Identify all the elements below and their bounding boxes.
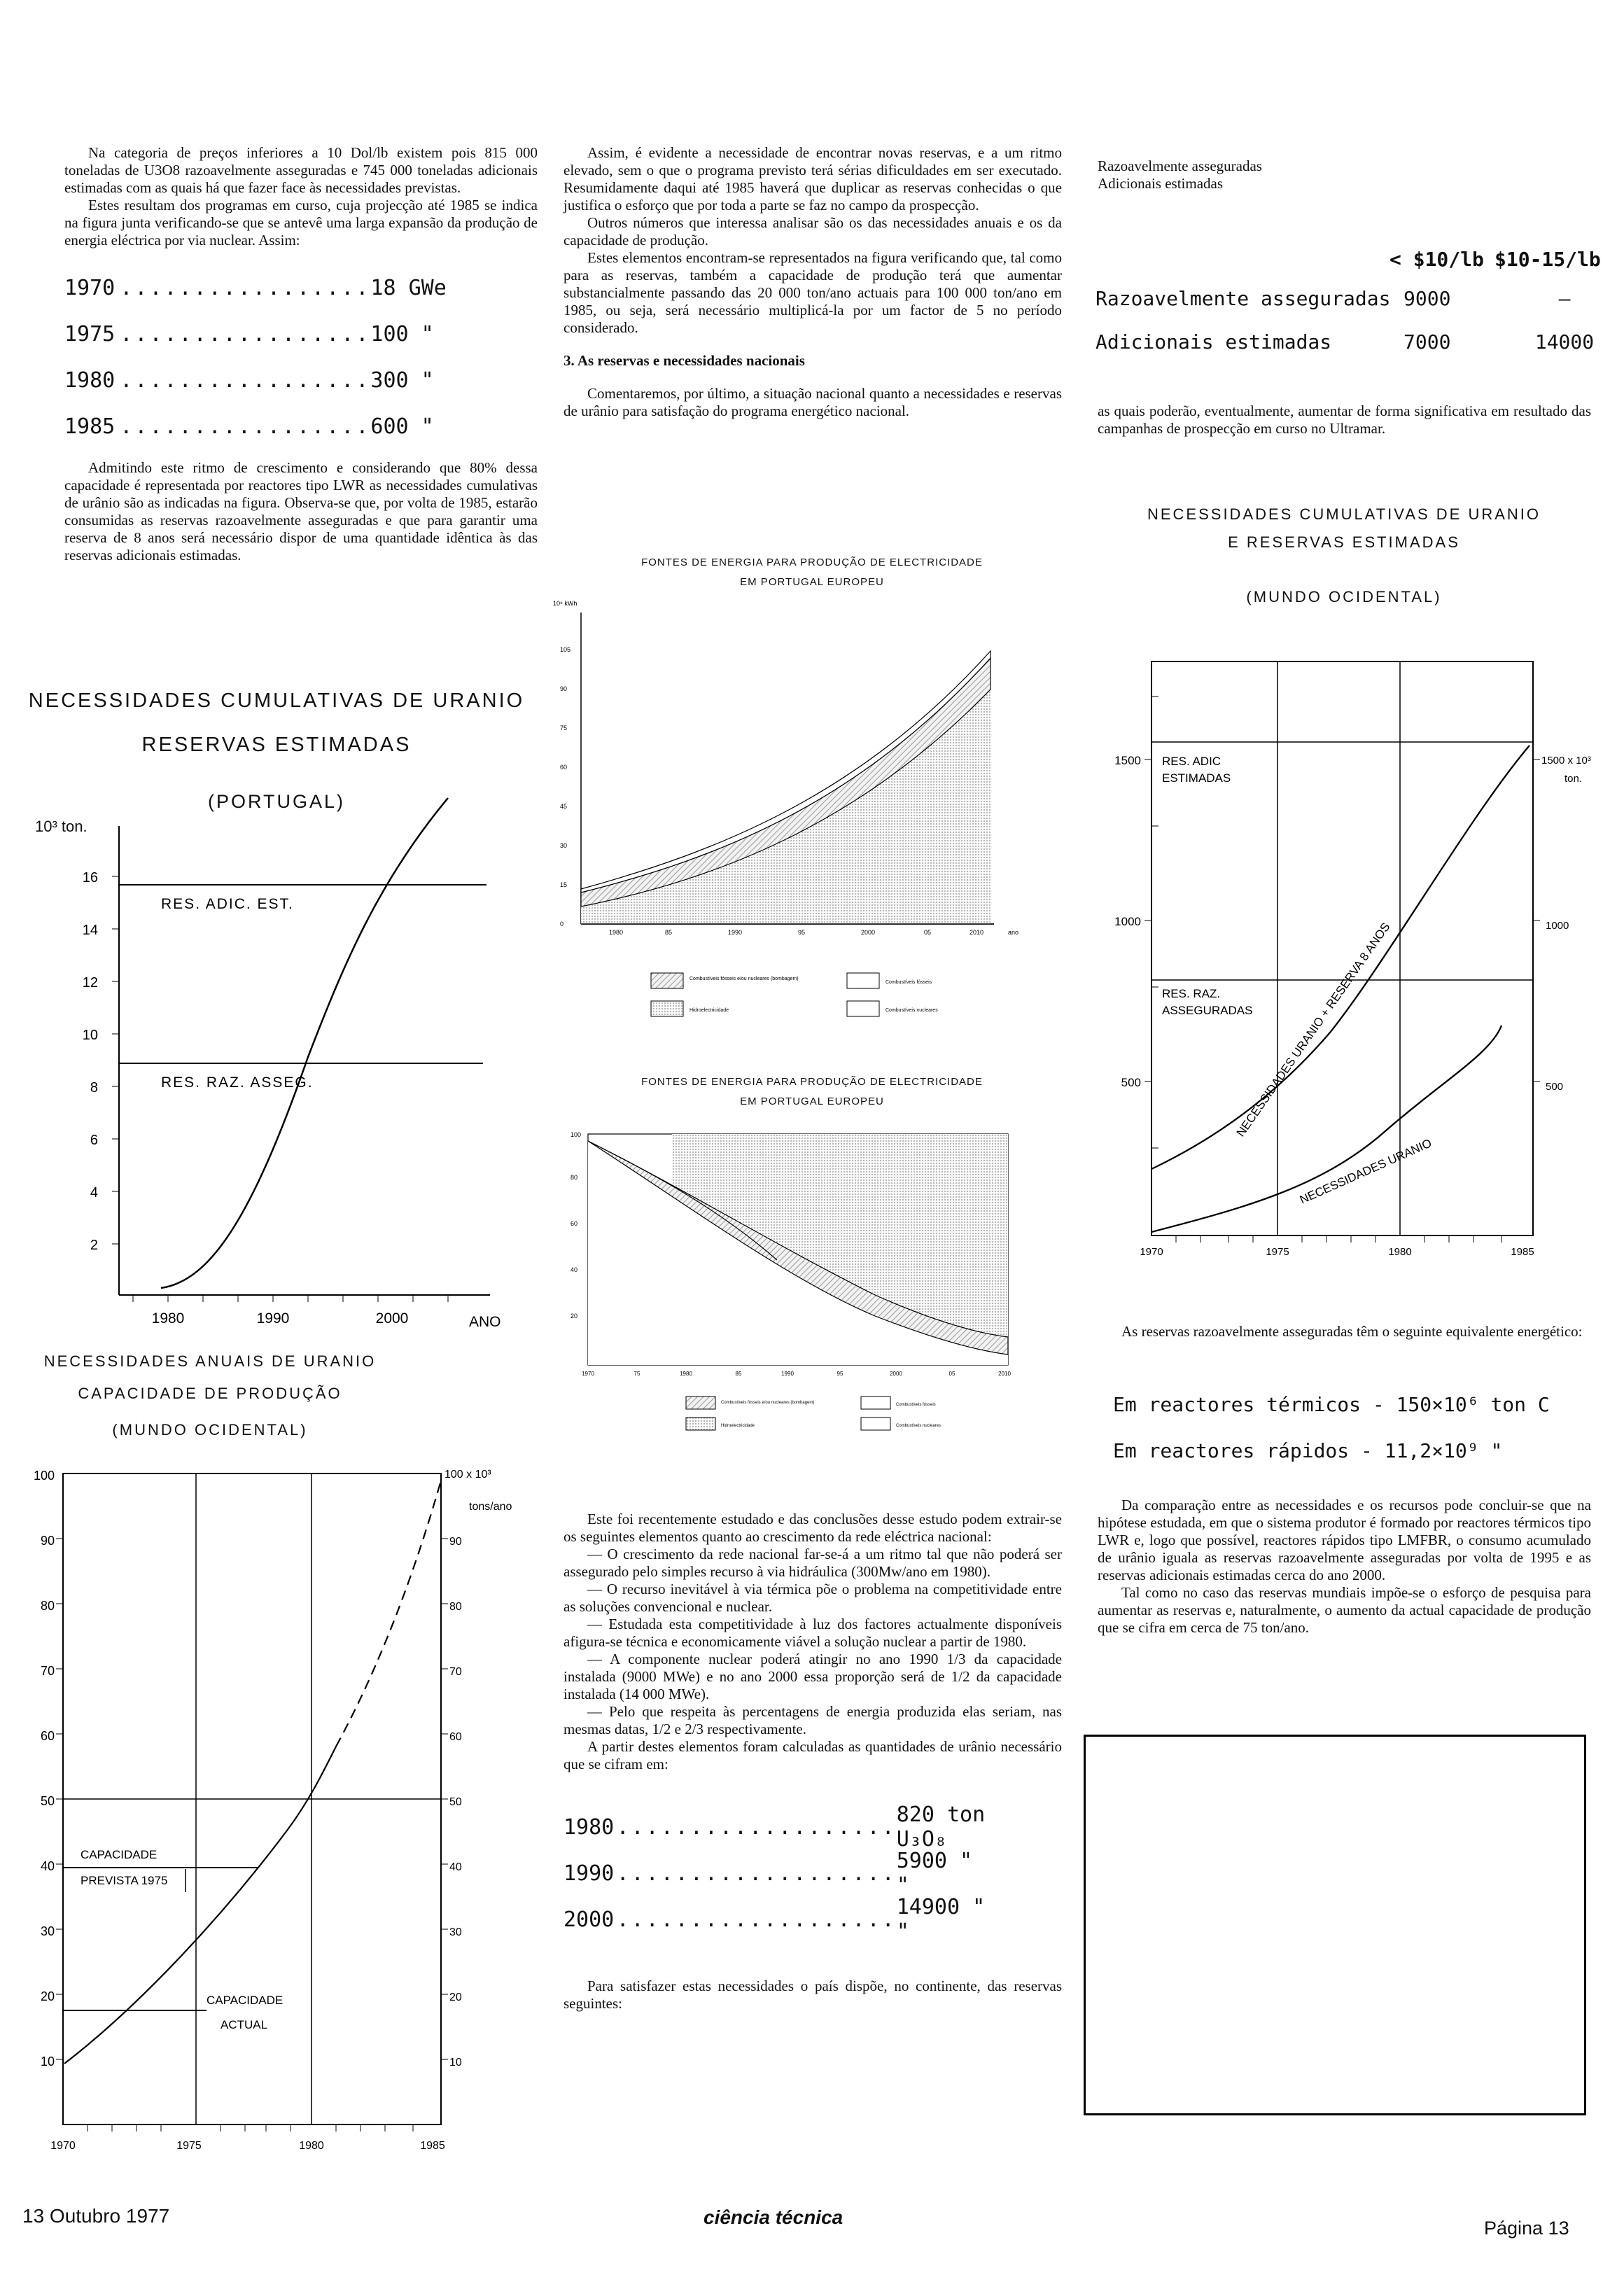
res-raz-label1: RES. RAZ. bbox=[1162, 987, 1221, 1000]
x-tick: 1970 bbox=[582, 1371, 594, 1377]
y-tick-right: 500 bbox=[1546, 1081, 1564, 1093]
chart-fontes1 bbox=[546, 598, 1050, 1032]
necessidades-anuais-projection bbox=[336, 1480, 441, 1746]
x-tick: 1975 bbox=[1266, 1246, 1289, 1258]
x-tick: 85 bbox=[664, 929, 673, 936]
reserves-header: < $10/lb $10-15/lb bbox=[1390, 247, 1601, 271]
y-tick-right: 50 bbox=[449, 1796, 462, 1808]
curve2-label: NECESSIDADES URANIO bbox=[1297, 1136, 1434, 1207]
col1-para1: Na categoria de preços inferiores a 10 Dol/lb existem pois 815 000 toneladas de U3O8 razoavelmente asseguradas e 745 000 toneladas adicionais estimadas com as quais há que fazer face às necessidades previstas. bbox=[64, 144, 538, 196]
chart-fontes2-title2: EM PORTUGAL EUROPEU bbox=[740, 1096, 884, 1107]
y-tick: 100 bbox=[570, 1131, 582, 1138]
chart-world-title2: E RESERVAS ESTIMADAS bbox=[1228, 533, 1460, 551]
curve1-label: NECESSIDADES URANIO + RESERVA 8 ANOS bbox=[1233, 920, 1393, 1140]
col2-para6: A partir destes elementos foram calculadas as quantidades de urânio necessário que se cifram em: bbox=[564, 1738, 1062, 1772]
col2-para2: Outros números que interessa analisar são os das necessidades anuais e os da capacidade de produção. bbox=[564, 214, 1062, 248]
y-tick-right: 70 bbox=[449, 1666, 462, 1678]
x-tick: 2010 bbox=[969, 929, 984, 936]
gwe-row: 1980 ................. 300 " bbox=[64, 368, 434, 393]
chart-world-title1: NECESSIDADES CUMULATIVAS DE URANIO bbox=[1147, 505, 1541, 523]
chart-annual-title2: CAPACIDADE DE PRODUÇÃO bbox=[78, 1385, 342, 1402]
y-tick: 20 bbox=[570, 1312, 578, 1320]
cap-act-label1: CAPACIDADE bbox=[206, 1994, 284, 2007]
necessidades-curve bbox=[161, 798, 448, 1288]
legend-item: Combustíveis fósseis e/ou nucleares (bombagem) bbox=[690, 976, 799, 981]
legend-item: Combustíveis fósseis bbox=[886, 980, 932, 985]
x-tick: 95 bbox=[836, 1371, 844, 1377]
unit-top: 100 x 10³ bbox=[444, 1469, 491, 1480]
x-tick: 05 bbox=[923, 929, 932, 936]
col2-bullet3: — Estudada esta competitividade à luz dos factores actualmente disponíveis afigura-se técnica e economicamente viável a solução nuclear a partir de 1980. bbox=[564, 1616, 1062, 1650]
gwe-table bbox=[64, 265, 456, 449]
y-tick: 30 bbox=[560, 842, 568, 849]
col3-top bbox=[1098, 158, 1602, 192]
x-ticks bbox=[133, 1295, 501, 1330]
y-tick: 60 bbox=[570, 1220, 578, 1227]
cap-prev-label1: CAPACIDADE bbox=[80, 1848, 158, 1861]
uranium-row: 1980 ................... 820 ton U₃O₈ bbox=[564, 1802, 986, 1851]
x-tick: 1980 bbox=[151, 1310, 185, 1326]
chart-fontes2 bbox=[546, 1120, 1050, 1456]
y-tick: 50 bbox=[40, 1794, 55, 1808]
x-tick: 1975 bbox=[176, 2140, 202, 2152]
y-tick: 60 bbox=[560, 764, 568, 771]
y-tick: 40 bbox=[570, 1266, 578, 1273]
y-tick: 20 bbox=[40, 1989, 55, 2003]
x-tick: 1990 bbox=[256, 1310, 290, 1326]
y-tick: 90 bbox=[560, 685, 568, 692]
y-tick: 80 bbox=[40, 1599, 55, 1613]
y-tick: 16 bbox=[82, 870, 98, 886]
col2-para3: Estes elementos encontram-se representados na figura verificando que, tal como para as reservas, também a capacidade de produção terá que aumentar substancialmente passando das 20 000 ton/ano actuais para 100 000 ton/ano em 1985, ou seja, será necessário multiplicá-la por um factor de 5 no período considerado. bbox=[564, 249, 1062, 336]
x-tick: 2000 bbox=[860, 929, 876, 936]
y-tick: 45 bbox=[560, 803, 568, 810]
res-raz-label2: ASSEGURADAS bbox=[1162, 1004, 1253, 1017]
x-tick: 2010 bbox=[998, 1371, 1011, 1377]
x-tick: 1970 bbox=[1140, 1246, 1163, 1258]
x-tick: 1990 bbox=[727, 929, 743, 936]
res-adic-label1: RES. ADIC bbox=[1162, 755, 1222, 768]
x-tick: 1980 bbox=[299, 2140, 324, 2152]
y-tick: 10 bbox=[40, 2054, 55, 2068]
y-tick: 0 bbox=[560, 920, 564, 927]
reserves-row: Razoavelmente asseguradas 9000 — bbox=[1096, 286, 1571, 310]
right-top: 1500 x 10³ bbox=[1541, 755, 1591, 766]
col3-para3: Da comparação entre as necessidades e os recursos pode concluir-se que na hipótese estudada, em que o sistema produtor é formado por reactores térmicos tipo LWR e, logo que possível, reactores rápidos tipo LMFBR, o consumo acumulado de urânio iguala as reservas razoavelmente asseguradas por volta de 1995 e as reservas adicionais estimadas cerca do ano 2000. bbox=[1098, 1497, 1591, 1583]
col3-label1: Razoavelmente asseguradas bbox=[1098, 158, 1262, 174]
energy-line: Em reactores térmicos - 150×10⁶ ton C bbox=[1113, 1393, 1550, 1416]
col2-bullet5: — Pelo que respeita às percentagens de energia produzida elas seriam, nas mesmas datas, 1/2 e 2/3 respectivamente. bbox=[564, 1703, 1062, 1737]
chart-fontes1-title2: EM PORTUGAL EUROPEU bbox=[740, 576, 884, 588]
res-adic-label: RES. ADIC. EST. bbox=[161, 896, 294, 912]
chart-world-title3: (MUNDO OCIDENTAL) bbox=[1246, 588, 1442, 606]
y-tick: 15 bbox=[560, 881, 568, 888]
col2-para1: Assim, é evidente a necessidade de encontrar novas reservas, e a um ritmo elevado, sem o que o programa previsto terá sérias dificuldades em ser executado. Resumidamente daqui até 1985 haverá que duplicar as reservas conhecidas o que justifica o esforço que por toda a parte se faz no campo da prospecção. bbox=[564, 144, 1062, 214]
chart-portugal bbox=[42, 826, 532, 1330]
y-tick: 30 bbox=[40, 1924, 55, 1938]
chart-fontes1-title1: FONTES DE ENERGIA PARA PRODUÇÃO DE ELECTRICIDADE bbox=[641, 556, 983, 568]
y-tick: 2 bbox=[90, 1238, 98, 1253]
y-tick-right: 40 bbox=[449, 1861, 462, 1873]
chart-annual-title3: (MUNDO OCIDENTAL) bbox=[112, 1421, 308, 1438]
y-unit: 10⁹ kWh bbox=[553, 600, 578, 607]
gwe-row: 1985 ................. 600 " bbox=[64, 414, 434, 439]
col2-para5: Este foi recentemente estudado e das conclusões desse estudo podem extrair-se os seguintes elementos quanto ao crescimento da rede eléctrica nacional: bbox=[564, 1511, 1062, 1545]
res-raz-label: RES. RAZ. ASSEG. bbox=[161, 1074, 314, 1091]
x-tick: 1990 bbox=[781, 1371, 794, 1377]
uranium-table bbox=[564, 1804, 997, 1942]
legend-item: Combustíveis nucleares bbox=[886, 1008, 938, 1013]
x-tick: 1980 bbox=[1388, 1246, 1412, 1258]
col2-top bbox=[564, 144, 1062, 420]
y-tick: 8 bbox=[90, 1080, 98, 1096]
legend-item: Hidroelectricidade bbox=[690, 1008, 729, 1013]
uranium-row: 1990 ................... 5900 " " bbox=[564, 1849, 973, 1898]
right-unit: ton. bbox=[1564, 773, 1583, 785]
x-tick: 1970 bbox=[50, 2140, 76, 2152]
footer-date: 13 Outubro 1977 bbox=[22, 2205, 170, 2227]
x-axis-label: ANO bbox=[469, 1314, 501, 1330]
x-unit: ano bbox=[1008, 929, 1019, 936]
curve-necessidades bbox=[1152, 1026, 1502, 1232]
chart-portugal-title2: RESERVAS ESTIMADAS bbox=[141, 734, 412, 756]
reserves-table bbox=[1096, 241, 1614, 363]
legend-item: Hidroelectricidade bbox=[721, 1424, 755, 1428]
y-tick: 100 bbox=[33, 1469, 55, 1483]
x-tick: 85 bbox=[735, 1371, 742, 1377]
x-tick: 05 bbox=[948, 1371, 955, 1377]
col3-para1: as quais poderão, eventualmente, aumentar de forma significativa em resultado das campanhas de prospecção em curso no Ultramar. bbox=[1098, 402, 1591, 437]
x-tick: 75 bbox=[634, 1371, 640, 1377]
y-tick-right: 90 bbox=[449, 1536, 462, 1548]
chart-annual bbox=[14, 1466, 546, 2160]
gwe-row: 1970 ................. 18 GWe bbox=[64, 275, 447, 300]
col3-bottom bbox=[1098, 1497, 1591, 1637]
x-tick: 2000 bbox=[890, 1371, 902, 1377]
x-tick: 1980 bbox=[608, 929, 624, 936]
energy-equivalents bbox=[1113, 1393, 1550, 1485]
uranium-row: 2000 ................... 14900 " " bbox=[564, 1895, 986, 1944]
x-tick: 1980 bbox=[680, 1371, 692, 1377]
y-tick: 500 bbox=[1121, 1076, 1141, 1089]
reserves-row: Adicionais estimadas 7000 14000 bbox=[1096, 330, 1595, 354]
col2-bullet4: — A componente nuclear poderá atingir no ano 1990 1/3 da capacidade instalada (9000 MWe) e no ano 2000 essa proporção será de 1/2 da capacidade instalada (14 000 MWe). bbox=[564, 1651, 1062, 1702]
x-tick: 1985 bbox=[1511, 1246, 1534, 1258]
y-tick-right: 80 bbox=[449, 1601, 462, 1613]
y-tick-right: 10 bbox=[449, 2057, 462, 2068]
footer-page: Página 13 bbox=[1484, 2218, 1569, 2239]
y-tick: 70 bbox=[40, 1664, 55, 1678]
y-ticks-right bbox=[444, 1469, 512, 2068]
chart-world bbox=[1092, 648, 1610, 1270]
y-tick-right: 30 bbox=[449, 1926, 462, 1938]
col2-para4: Comentaremos, por último, a situação nacional quanto a necessidades e reservas de urânio para satisfação do programa energético nacional. bbox=[564, 385, 1062, 419]
col1-top bbox=[64, 144, 538, 564]
chart-annual-title1: NECESSIDADES ANUAIS DE URANIO bbox=[43, 1352, 377, 1370]
legend-item: Combustíveis nucleares bbox=[896, 1424, 941, 1428]
gwe-row: 1975 ................. 100 " bbox=[64, 321, 434, 346]
cap-prev-label2: PREVISTA 1975 bbox=[80, 1874, 168, 1887]
chart-portugal-title1: NECESSIDADES CUMULATIVAS DE URANIO bbox=[28, 690, 525, 712]
y-tick: 60 bbox=[40, 1729, 55, 1743]
chart-portugal-title3: (PORTUGAL) bbox=[207, 791, 346, 812]
y-tick-right: 1000 bbox=[1546, 920, 1569, 932]
col2-para7: Para satisfazer estas necessidades o país dispõe, no continente, das reservas seguintes: bbox=[564, 1977, 1062, 2012]
chart-fontes2-title1: FONTES DE ENERGIA PARA PRODUÇÃO DE ELECTRICIDADE bbox=[641, 1076, 983, 1088]
col1-para3: Admitindo este ritmo de crescimento e considerando que 80% dessa capacidade é representada por reactores tipo LWR as necessidades cumulativas de urânio são as indicadas na figura. Observa-se que, por volta de 1985, estarão consumidas as reservas razoavelmente asseguradas e que para garantir uma reserva de 8 anos será necessário dispor de uma quantidade idêntica às das reservas adicionais estimadas. bbox=[64, 459, 538, 564]
y-tick: 4 bbox=[90, 1185, 98, 1200]
col1-para2: Estes resultam dos programas em curso, cuja projecção até 1985 se indica na figura junta verificando-se que se antevê uma larga expansão da produção de energia eléctrica por via nuclear. Assim: bbox=[64, 197, 538, 248]
curve-necessidades-reserva bbox=[1152, 746, 1530, 1169]
res-adic-label2: ESTIMADAS bbox=[1162, 771, 1231, 785]
col3-para4: Tal como no caso das reservas mundiais impõe-se o esforço de pesquisa para aumentar as reservas e, naturalmente, o aumento da actual capacidade de produção que se cifra em cerca de 75 ton/ano. bbox=[1098, 1584, 1591, 1636]
y-tick: 12 bbox=[82, 975, 98, 990]
y-ticks bbox=[83, 870, 119, 1253]
col2-bottom bbox=[564, 1511, 1062, 2012]
y-tick-right: 60 bbox=[449, 1731, 462, 1743]
cap-act-label2: ACTUAL bbox=[220, 2018, 268, 2031]
col3-mid bbox=[1098, 1323, 1591, 1340]
y-tick: 10 bbox=[82, 1028, 98, 1043]
unit: tons/ano bbox=[469, 1501, 512, 1513]
y-tick: 1500 bbox=[1114, 754, 1141, 767]
col3-label2: Adicionais estimadas bbox=[1098, 175, 1224, 192]
y-tick: 105 bbox=[560, 646, 571, 653]
y-tick: 6 bbox=[90, 1133, 98, 1148]
chart-portugal-ylabel: 10³ ton. bbox=[35, 818, 88, 835]
col3-para2: As reservas razoavelmente asseguradas têm o seguinte equivalente energético: bbox=[1121, 1323, 1583, 1340]
y-tick: 75 bbox=[560, 724, 568, 732]
footer-magazine: ciência técnica bbox=[704, 2206, 844, 2228]
y-tick: 40 bbox=[40, 1859, 55, 1873]
col3-para1-wrap bbox=[1098, 402, 1591, 438]
x-tick: 1985 bbox=[420, 2140, 445, 2152]
col2-bullet2: — O recurso inevitável à via térmica põe o problema na competitividade entre as soluções convencional e nuclear. bbox=[564, 1581, 1062, 1615]
section-heading: 3. As reservas e necessidades nacionais bbox=[564, 352, 805, 369]
y-ticks-left bbox=[34, 1469, 55, 2068]
x-tick: 95 bbox=[797, 929, 806, 936]
energy-line: Em reactores rápidos - 11,2×10⁹ " bbox=[1113, 1439, 1503, 1462]
col2-bullet1: — O crescimento da rede nacional far-se-á a um ritmo tal que não poderá ser assegurado pelo simples recurso à via hidráulica (300Mw/ano em 1980). bbox=[564, 1546, 1062, 1580]
necessidades-anuais-curve bbox=[64, 1746, 336, 2064]
y-tick: 90 bbox=[40, 1534, 55, 1548]
y-tick: 14 bbox=[82, 923, 98, 938]
y-tick: 80 bbox=[570, 1174, 578, 1181]
y-tick-right: 20 bbox=[449, 1991, 462, 2003]
y-tick: 1000 bbox=[1114, 915, 1141, 928]
legend-item: Combustíveis fósseis bbox=[896, 1403, 936, 1407]
legend-item: Combustíveis fósseis e/ou nucleares (bombagem) bbox=[721, 1401, 815, 1405]
empty-box bbox=[1084, 1735, 1586, 2115]
x-tick: 2000 bbox=[375, 1310, 409, 1326]
